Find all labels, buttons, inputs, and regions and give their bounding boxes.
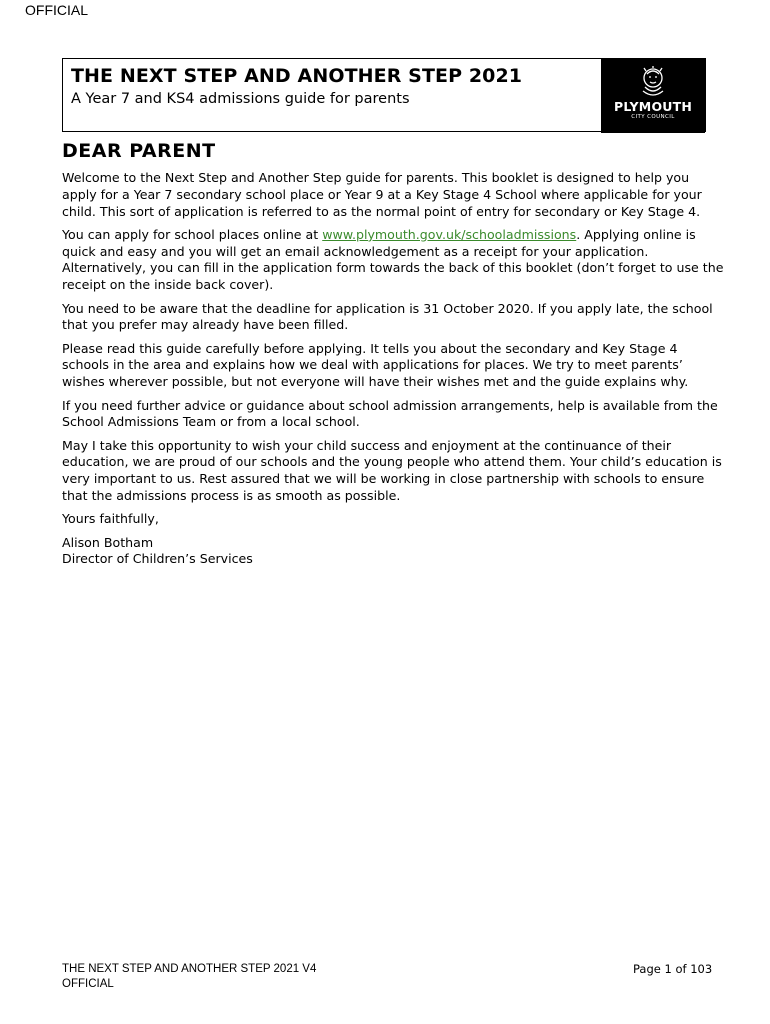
logo-subtext: CITY COUNCIL: [631, 114, 675, 120]
title-block: [71, 63, 591, 109]
footer-left: [62, 962, 316, 992]
paragraph-deadline: You need to be aware that the deadline for application is 31 October 2020. If you apply late, the school that you prefer may already have been filled.: [62, 300, 713, 333]
apply-online-text-start: You can apply for school places online at: [62, 226, 323, 242]
paragraph-further-advice: If you need further advice or guidance about school admission arrangements, help is available from the School Admissions Team or from a local school.: [62, 397, 718, 430]
lion-crest-icon: [635, 65, 671, 99]
footer-classification: OFFICIAL: [62, 978, 114, 990]
signatory-role: Director of Children’s Services: [62, 551, 253, 567]
footer-document-title: THE NEXT STEP AND ANOTHER STEP 2021 V4: [62, 963, 317, 975]
page-number: Page 1 of 103: [633, 962, 713, 976]
school-admissions-link[interactable]: www.plymouth.gov.uk/schooladmissions: [322, 226, 577, 242]
document-title: THE NEXT STEP AND ANOTHER STEP 2021: [71, 65, 523, 87]
signatory-name: Alison Botham: [62, 534, 154, 550]
paragraph-apply-online: [62, 227, 726, 294]
paragraph-closing-wishes: May I take this opportunity to wish your child success and enjoyment at the continuance of their education, we are proud of our schools and the young people who attend them. Your child’s education is very important to us. Rest assured that we will be working in close partnership with schools to ensure that the admissions process is as smooth as possible.: [62, 437, 722, 504]
letter-heading: DEAR PARENT: [62, 140, 216, 162]
paragraph-read-guide: Please read this guide carefully before applying. It tells you about the secondary and Key Stage 4 schools in the area and explains how we deal with applications for places. We try to meet parents’ wishes wherever possible, but not everyone will have their wishes met and the guide explains why.: [62, 340, 689, 390]
document-subtitle: A Year 7 and KS4 admissions guide for parents: [71, 91, 410, 107]
logo-wordmark: PLYMOUTH: [613, 99, 693, 114]
letter-body: [62, 170, 726, 568]
apply-online-text-end: . Applying online is quick and easy and you will get an email acknowledgement as a receipt for your application. Alternatively, you can fill in the application form towards the back of this booklet (don’t forget to use the receipt on the inside back cover).: [62, 226, 724, 293]
title-box: [62, 58, 706, 132]
paragraph-welcome: Welcome to the Next Step and Another Step guide for parents. This booklet is designed to help you apply for a Year 7 secondary school place or Year 9 at a Key Stage 4 School where applicable for your child. This sort of application is referred to as the normal point of entry for secondary or Key Stage 4.: [62, 170, 702, 219]
classification-label-top: OFFICIAL: [25, 2, 89, 18]
plymouth-city-council-logo: [601, 59, 705, 133]
closing-salutation: Yours faithfully,: [62, 511, 159, 527]
